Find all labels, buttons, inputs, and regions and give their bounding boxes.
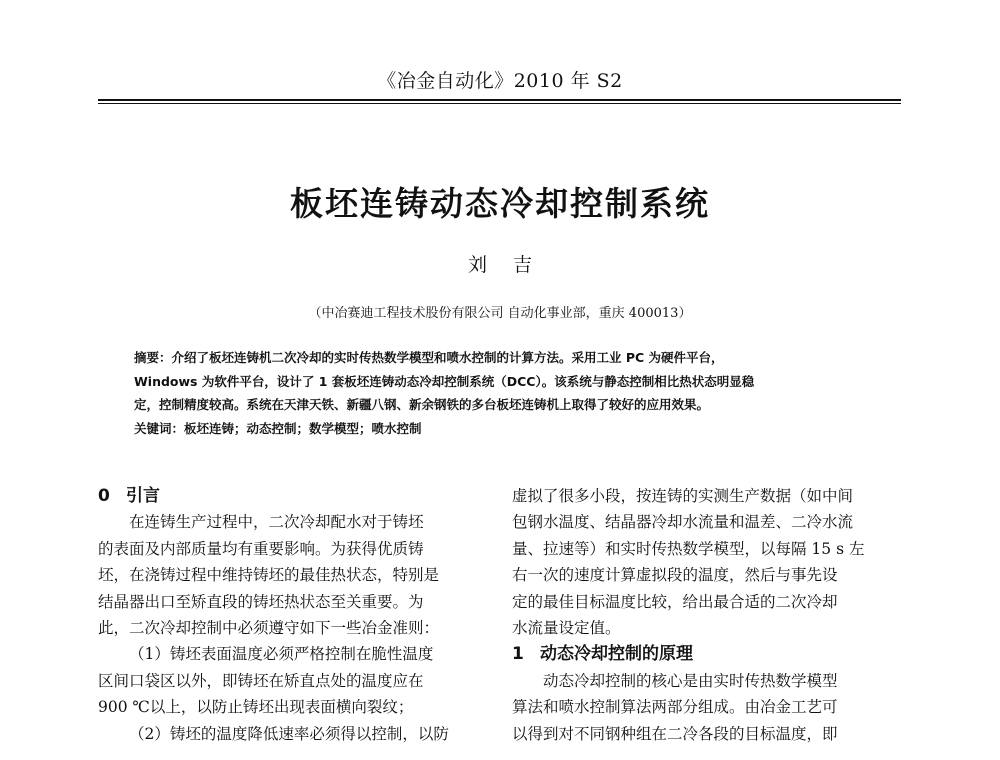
body-line: 以得到对不同钢种组在二冷各段的目标温度，即 [512, 724, 838, 743]
body-line: 900 ℃以上，以防止铸坯出现表面横向裂纹； [98, 698, 414, 717]
abstract-line: 摘要：介绍了板坯连铸机二次冷却的实时传热数学模型和喷水控制的计算方法。采用工业 PC 为硬件平台， [134, 350, 724, 365]
body-line: （1）铸坯表面温度必须严格控制在脆性温度 [129, 645, 434, 664]
body-line: 结晶器出口至矫直段的铸坯热状态至关重要。为 [98, 592, 424, 611]
paper-title: 板坯连铸动态冷却控制系统 [290, 184, 710, 223]
section-number: 1 [512, 644, 524, 665]
section-number: 0 [98, 486, 110, 506]
body-line: 虚拟了很多小段，按连铸的实测生产数据（如中间 [512, 487, 854, 505]
paper-author: 刘吉 [467, 254, 558, 276]
body-line: 动态冷却控制的核心是由实时传热数学模型 [543, 671, 838, 690]
body-line: （2）铸坯的温度降低速率必须得以控制，以防 [129, 724, 449, 743]
section-title: 动态冷却控制的原理 [540, 644, 693, 665]
body-line: 包钢水温度、结晶器冷却水流量和温差、二冷水流 [512, 513, 854, 532]
body-line: 算法和喷水控制算法两部分组成。由冶金工艺可 [512, 698, 838, 717]
abstract-line: 定，控制精度较高。系统在天津天铁、新疆八钢、新余钢铁的多台板坯连铸机上取得了较好的应用效果。 [134, 397, 710, 412]
body-line: 定的最佳目标温度比较，给出最合适的二次冷却 [512, 592, 838, 611]
body-line: 区间口袋区以外，即铸坯在矫直点处的温度应在 [98, 671, 424, 690]
body-line: 水流量设定值。 [512, 618, 621, 637]
body-line: 此，二次冷却控制中必须遵守如下一些冶金准则： [98, 618, 440, 637]
keywords-line: 关键词：板坯连铸；动态控制；数学模型；喷水控制 [134, 420, 422, 436]
header-rule-thick [98, 99, 901, 101]
left-column [98, 483, 490, 747]
section-title: 引言 [126, 486, 160, 506]
section-heading-principle [512, 641, 904, 667]
body-line: 在连铸生产过程中，二次冷却配水对于铸坯 [129, 513, 424, 532]
right-column [512, 483, 904, 747]
section-heading-intro [98, 483, 490, 509]
journal-header: 《冶金自动化》2010 年 S2 [377, 70, 623, 92]
body-line: 右一次的速度计算虚拟段的温度，然后与事先设 [512, 566, 838, 585]
abstract-line: Windows 为软件平台，设计了 1 套板坯连铸动态冷却控制系统（DCC）。该系统与静态控制相比热状态明显稳 [134, 373, 755, 389]
header-rule-thin [98, 103, 901, 104]
body-line: 量、拉速等）和实时传热数学模型，以每隔 15 s 左 [512, 539, 865, 558]
body-line: 的表面及内部质量均有重要影响。为获得优质铸 [98, 539, 424, 558]
abstract-block [134, 346, 878, 440]
body-line: 坯，在浇铸过程中维持铸坯的最佳热状态，特别是 [98, 566, 440, 585]
author-affiliation: （中冶赛迪工程技术股份有限公司 自动化事业部，重庆 400013） [308, 306, 692, 321]
